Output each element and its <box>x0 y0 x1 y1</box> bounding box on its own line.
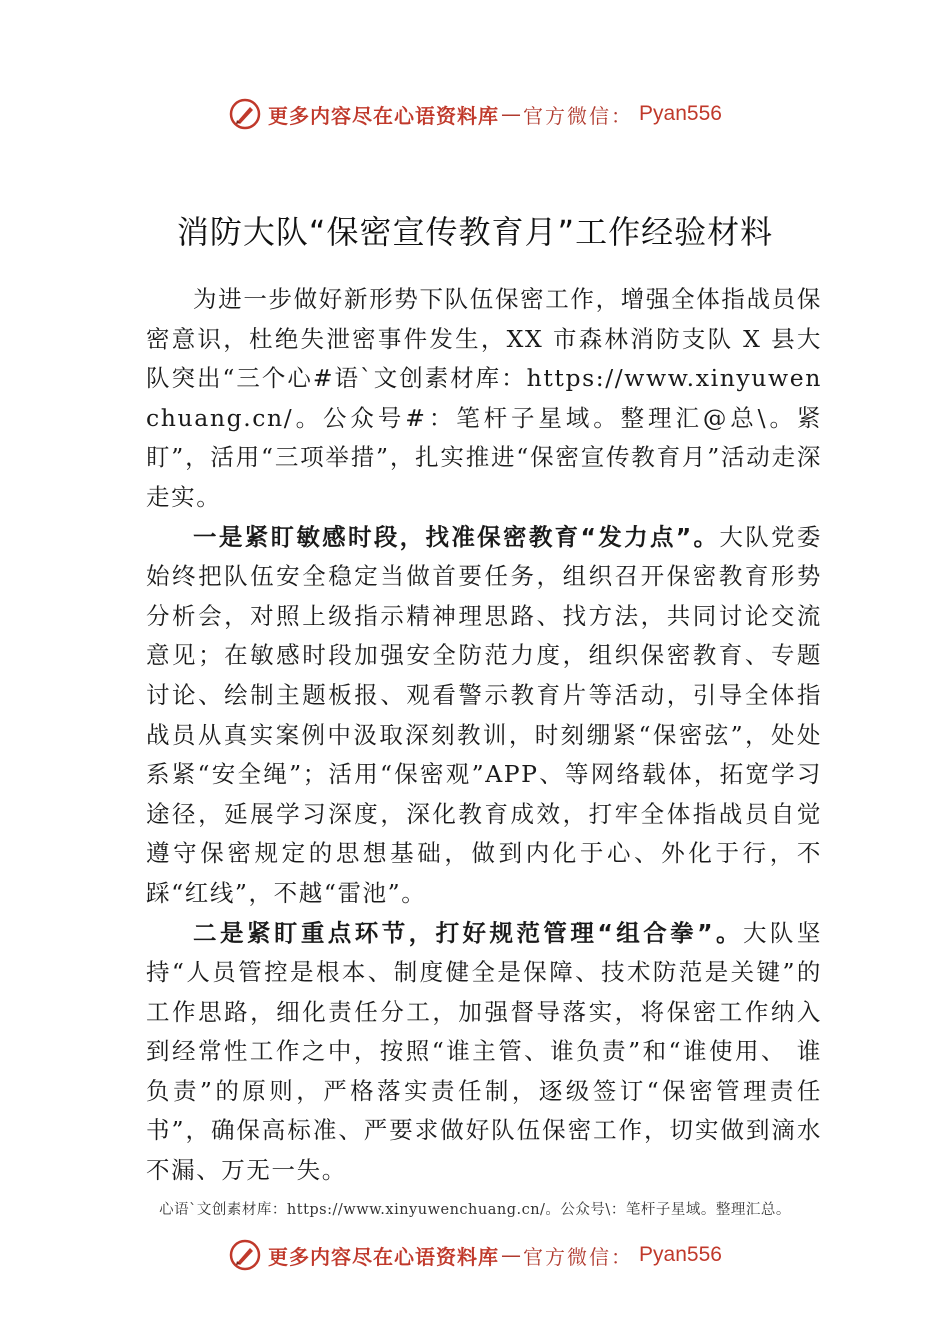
paragraph-text: 为进一步做好新形势下队伍保密工作，增强全体指战员保密意识，杜绝失泄密事件发生，XX 市森林消防支队 X 县大队突出“三个心#语`文创素材库：https://www.xinyuwenchuang.cn/。公众号#：笔杆子星域。整理汇@总\。紧盯”，活用“三项举措”，扎实推进“保密宣传教育月”活动走深走实。 <box>146 285 822 511</box>
footer-banner <box>0 1233 950 1277</box>
banner-main-text: 更多内容尽在心语资料库 <box>268 1244 500 1269</box>
paragraph-point-one <box>146 518 822 914</box>
banner-wechat-label: 官方微信： <box>523 103 634 128</box>
paragraph-text: 大队坚持“人员管控是根本、制度健全是保障、技术防范是关键”的工作思路，细化责任分工，加强督导落实，将保密工作纳入到经常性工作之中，按照“谁主管、谁负责”和“谁使用、 谁负责”的原则，严格落实责任制，逐级签订“保密管理责任书”，确保高标准、严要求做好队伍保密工作，切实做到滴水不漏、万无一失。 <box>146 918 822 1185</box>
banner-main-text: 更多内容尽在心语资料库 <box>268 103 500 128</box>
paragraph-text: 大队党委 始终把队伍安全稳定当做首要任务，组织召开保密教育形势分析会，对照上级指示精神理思路、找方法，共同讨论交流意见；在敏感时段加强安全防范力度，组织保密教育、专题讨论、绘制主题板报、观看警示教育片等活动，引导全体指战员从真实案例中汲取深刻教训，时刻绷紧“保密弦”，处处系紧“安全绳”；活用“保密观”APP、等网络载体，拓宽学习途径，延展学习深度，深化教育成效，打牢全体指战员自觉遵守保密规定的思想基础，做到内化于心、外化于行，不踩“红线”，不越“雷池”。 <box>146 522 822 907</box>
paragraph-point-two <box>146 914 822 1191</box>
paragraph-lead: 一是紧盯敏感时段，找准保密教育“发力点”。 <box>193 522 720 551</box>
banner-wechat-id: Pyan556 <box>639 102 722 125</box>
banner-wechat-id: Pyan556 <box>639 1243 722 1266</box>
pen-logo-icon <box>228 97 262 131</box>
pen-logo-icon <box>228 1238 262 1272</box>
paragraph-intro <box>146 280 822 518</box>
document-body <box>146 280 822 1191</box>
document-title: 消防大队“保密宣传教育月”工作经验材料 <box>176 213 774 252</box>
paragraph-lead: 二是紧盯重点环节，打好规范管理“组合拳”。 <box>193 918 743 947</box>
header-banner <box>0 92 950 136</box>
banner-wechat-label: 官方微信： <box>523 1244 634 1269</box>
footer-note: 心语`文创素材库：https://www.xinyuwenchuang.cn/。公众号\：笔杆子星域。整理汇总。 <box>159 1202 791 1218</box>
banner-separator: — <box>501 1243 522 1267</box>
banner-separator: — <box>501 102 522 126</box>
